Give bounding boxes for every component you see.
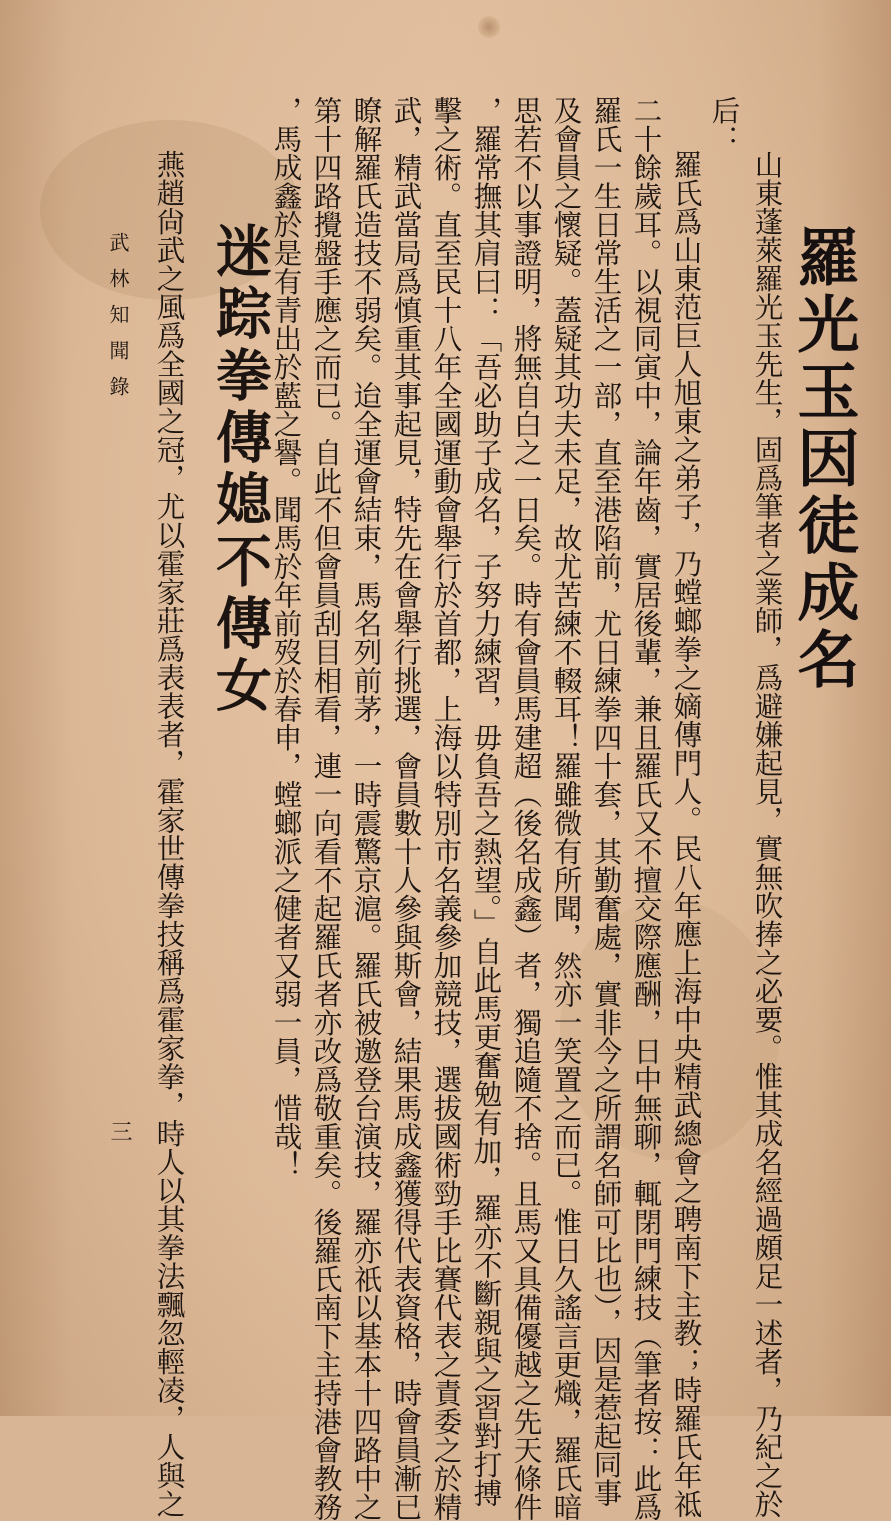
body-line: 第十四路攪盤手應之而已。自此不但會員刮目相看，連一向看不起羅氏者亦改爲敬重矣。後羅氏南下主持港會教務 — [309, 96, 343, 1521]
intro-line-1: 山東蓬萊羅光玉先生，固爲筆者之業師，爲避嫌起見，實無吹捧之必要。惟其成名經過頗足一述者，乃紀之於 — [750, 150, 784, 1518]
body-line: 二十餘歲耳。以視同寅中，論年齒，實居後輩，兼且羅氏又不擅交際應酬，日中無聊，輒閉門練技（筆者按：此爲 — [629, 96, 663, 1521]
body-line: 擊之術。直至民十八年全國運動會舉行於首都，上海以特別市名義參加競技，選拔國術勁手比賽代表之責委之於精 — [429, 96, 463, 1521]
body-line: ，羅常撫其肩曰：「吾必助子成名，子努力練習，毋負吾之熱望。」自此馬更奮勉有加，羅亦不斷親與之習對打搏 — [469, 96, 503, 1507]
body-line: ，馬成鑫於是有青出於藍之譽。聞馬於年前歿於春申，螳螂派之健者又弱一員，惜哉！ — [269, 96, 303, 1179]
page-number: 三 — [107, 1120, 132, 1142]
section-body-line: 燕趙尙武之風爲全國之冠，尤以霍家莊爲表表者，霍家世傳拳技稱爲霍家拳，時人以其拳法飄忽輕凌，人與之 — [152, 150, 186, 1518]
body-line: 武，精武當局爲慎重其事起見，特先在會舉行挑選，會員數十人參與斯會，結果馬成鑫獲得代表資格，時會員漸已 — [389, 96, 423, 1521]
running-footer: 武林知聞錄 — [106, 232, 130, 412]
body-line: 瞭解羅氏造技不弱矣。迨全運會結束，馬名列前茅，一時震驚京滬。羅氏被邀登台演技，羅亦祇以基本十四路中之 — [349, 96, 383, 1521]
intro-line-2: 后： — [707, 96, 741, 153]
body-line: 羅氏一生日常生活之一部，直至港陷前，尤日練拳四十套，其勤奮處，實非今之所謂名師可比也），因是惹起同事 — [589, 96, 623, 1507]
binding-hole-icon — [478, 16, 500, 38]
body-line-first: 羅氏爲山東范巨人旭東之弟子，乃螳螂拳之嫡傳門人。民八年應上海中央精武總會之聘南下主教；時羅氏年祗 — [669, 150, 703, 1518]
page-title: 羅光玉因徒成名 — [787, 225, 860, 694]
body-line: 思若不以事證明，將無自白之一日矣。時有會員馬建超（後名成鑫）者，獨追隨不捨。且馬又具備優越之先天條件 — [509, 96, 543, 1521]
body-line: 及會員之懷疑。蓋疑其功夫未足，故尤苦練不輟耳！羅雖微有所聞，然亦一笑置之而已。惟日久謠言更熾，羅氏暗 — [549, 96, 583, 1521]
section-title: 迷踪拳傳媳不傳女 — [207, 222, 273, 718]
